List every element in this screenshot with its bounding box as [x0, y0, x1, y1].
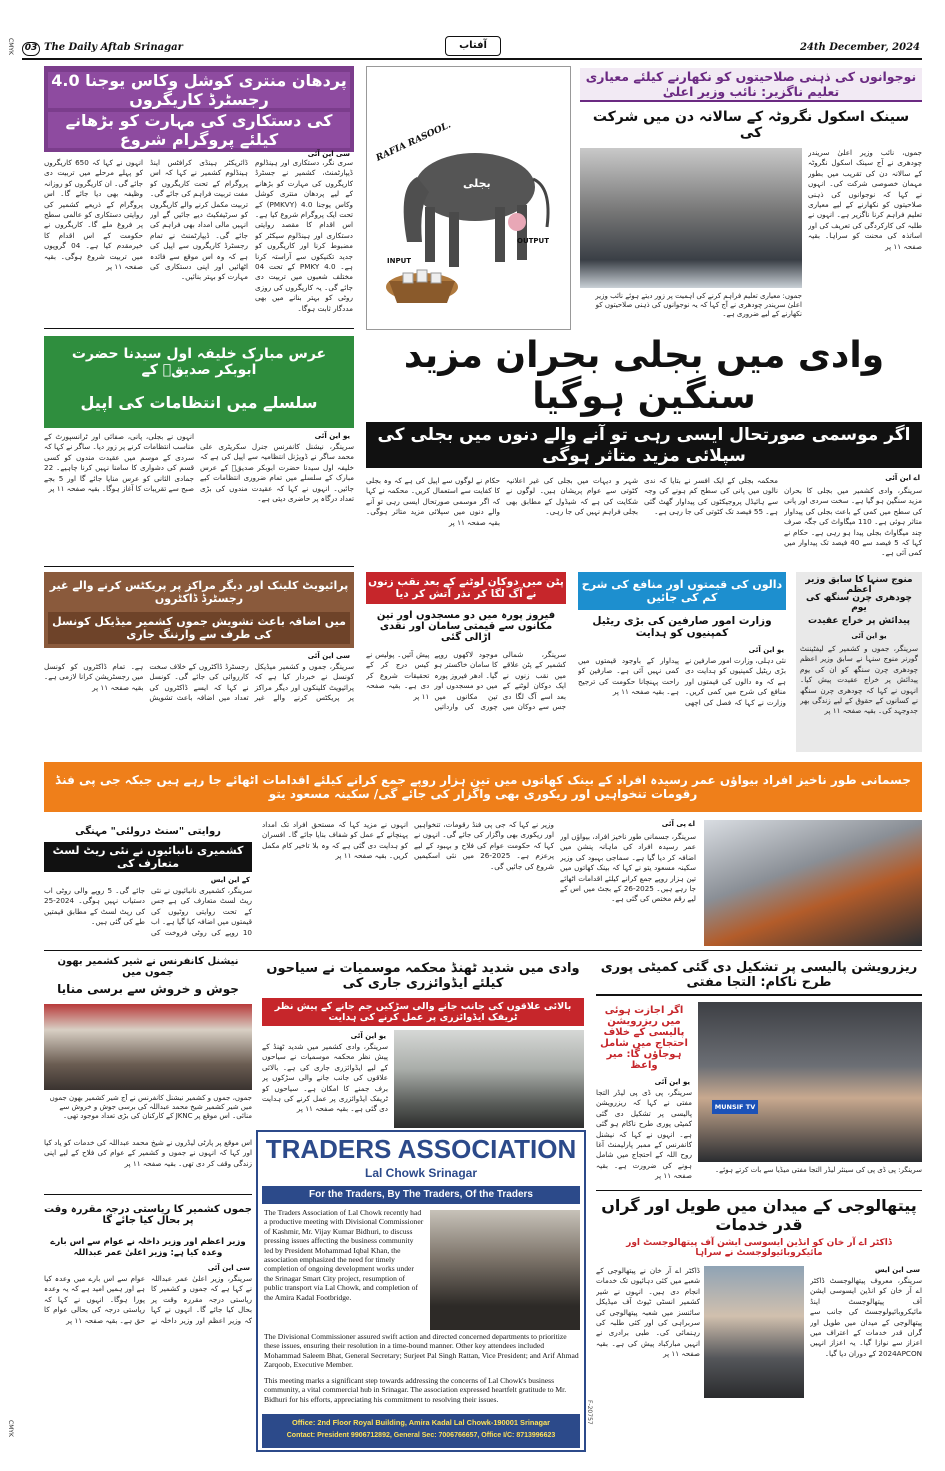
story3-headline-line1: عرس مبارک خلیفہ اول سیدنا حضرت ابوبکر صدیقؓ کے [71, 346, 327, 378]
story15-col2: ڈاکٹر اے آر خان نے پیتھالوجی کے شعبے میں کئی دہائیوں تک خدمات انجام دی ہیں۔ انہوں نے شیر کشمیر انسٹی ٹیوٹ آف میڈیکل سائنسز میں شعبہ پیتھالوجی کی سربراہی کی اور کئی طلبہ کی رہنمائی کی۔ طبی برادری نے انہیں مبارکباد پیش کی ہے۔ بقیہ صفحہ ۱۱ پر [596, 1266, 700, 1359]
story2-subhead: سینک اسکول نگروٹہ کے سالانہ دن میں شرکت کی [592, 109, 910, 141]
cartoon-panel [366, 66, 571, 330]
story3-headline-line2: سلسلے میں انتظامات کی اپیل [80, 392, 318, 412]
ad-side-code: F-20757 [586, 1400, 593, 1425]
story9-byline: کے این ایس [210, 876, 250, 884]
story8-headline-line1: منوج سنہا کا سابق وزیر اعظم [805, 575, 913, 595]
story4-col4: حکام نے لوگوں سے اپیل کی ہے کہ وہ بجلی کا کفایت سے استعمال کریں۔ محکمہ نے کہا کہ اگر موسمی صورتحال ایسی رہی تو آنے والے دنوں میں سپلائی مزید متاثر ہوگی۔ بقیہ صفحہ ۱۱ پر [366, 476, 500, 527]
story9-headline-line1: روایتی "سنٹ درولئی" مہنگی [75, 825, 221, 837]
story5-byline: سی این آئی [307, 652, 350, 660]
cartoon-output-label: OUTPUT [517, 237, 549, 245]
cartoon-artist: RAFIA RASOOL. [374, 120, 453, 164]
story9-body: سرینگر، کشمیری نانبائیوں نے نئی ریٹ لسٹ متعارف کی ہے جس کے تحت روایتی روٹیوں کی قیمتوں میں اضافہ کیا گیا ہے۔ اب 10 روپے کی روٹی فروخت کی جائے گی۔ 5 روپے والی روٹی اب دستیاب نہیں ہوگی۔ 2024-25 کی ریٹ لسٹ کے مطابق قیمتیں طے کی گئی ہیں۔ [44, 886, 252, 937]
story14-caption: سرینگر: پی ڈی پی کی سینئر لیڈر التجا مفتی میڈیا سے بات کرتے ہوئے۔ [715, 1166, 922, 1174]
story14-photo [698, 1002, 922, 1162]
story2-caption: جموں: معیاری تعلیم فراہم کرنے کی اہمیت پر زور دیتے ہوئے نائب وزیر اعلیٰ سریندر چودھری نے آج کہا کہ یہ نوجوانوں کی ذہنی صلاحیتوں کو نکھارنے کے لیے ضروری ہے۔ [595, 292, 802, 318]
story6-headline-line2: فیروز پورہ میں دو مسجدوں اور تین مکانوں سے قیمتی سامان اور نقدی اڑالی گئی [376, 609, 556, 643]
story10-photo [704, 820, 922, 946]
side-color-mark-top: CMYK [7, 38, 14, 55]
story1-col-right: سری نگر، دستکاری اور ہینڈلوم ڈیپارٹمنٹ، کشمیر نے جسٹرڈ کاریگروں کی مہارت کو بڑھانے کے لیے پردھان منتری کوشل وکاس یوجنا 4.0 (PMKVY) کے تحت ایک پروگرام شروع کیا ہے۔ اس اقدام کا مقصد روایتی دستکاری اور ہینڈلوم سیکٹر کو مضبوط کرنا اور کاریگروں کو جدید تکنیکوں سے آراستہ کرنا ہے۔ PMKY 4.0 کے تحت 04 مختلف شعبوں میں تربیت دی جائے گی۔ یہ کاریگروں کی روزی روٹی کو بہتر بنانے میں بھی مددگار ثابت ہوگا۔ [255, 158, 353, 313]
story11-headline-line1: نیشنل کانفرنس نے شیر کشمیر بھون جموں میں [57, 956, 239, 978]
ad-title: TRADERS ASSOCIATION [265, 1134, 577, 1164]
story5-body: سرینگر، جموں و کشمیر میڈیکل کونسل نے خبردار کیا ہے کہ پرائیویٹ کلینکوں اور دیگر مراکز پر پریکٹس کرنے والے غیر رجسٹرڈ ڈاکٹروں کے خلاف سخت کارروائی کی جائے گی۔ کونسل نے کہا کہ ایسے ڈاکٹروں کی تعداد میں اضافہ باعث تشویش ہے۔ تمام ڈاکٹروں کو کونسل میں رجسٹریشن کرانا لازمی ہے۔ بقیہ صفحہ ۱۱ پر [44, 662, 354, 703]
story13-headline-line1: وادی میں شدید ٹھنڈ محکمہ موسمیات نے سیاحوں کیلئے ایڈوائزری جاری کی [266, 961, 580, 991]
masthead-logo: آفتاب [445, 36, 501, 56]
ad-footer-address: Office: 2nd Floor Royal Building, Amira Kadal Lal Chowk-190001 Srinagar [291, 1418, 551, 1427]
cartoon-input-label: INPUT [387, 257, 412, 265]
divider-story11 [44, 1194, 252, 1195]
ad-para1: The Traders Association of Lal Chowk recently had a productive meeting with Divisional Commissioner of Kashmir, Mr. Vijay Kumar Bidhuri, to discuss pressing issues affecting the business community led by President Mohammad Iqbal Khan, the association emphasized the need for timely completion of ongoing development works under the Srinagar Smart City project, resumption of public transport via Lal Chowk, and completion of the Amira Kadal Footbridge. [264, 1208, 424, 1302]
story11-headline-line2: جوش و خروش سے برسی منایا [57, 982, 239, 996]
story10-col2: وزیر نے کہا کہ جی پی فنڈ رقومات، تنخواہیں اور ریکوری بھی واگزار کی جائے گی۔ انہوں نے کہا کہ حکومت عوام کی فلاح و بہبود کے لیے پرعزم ہے۔ 2025-26 میں نئی اسکیمیں شروع کی جائیں گی۔ [414, 820, 554, 871]
story12-byline: سی این آئی [207, 1264, 250, 1272]
story13-headline-line2: بالائی علاقوں کی جانب جانے والی سڑکیں جم جانے کے پیش نظر ٹریفک ایڈوائزری پر عمل کرنے کی ہدایت [262, 998, 584, 1026]
divider-story3 [44, 566, 354, 567]
ad-para2: The Divisional Commissioner assured swift action and directed concerned departments to prioritize these issues, ensuring their resolution in a time-bound manner. Other key attendees included Mohammad Saleem Bhat, General Secretary; Surjeet Pal Singh Rattan, Vice President; and Arif Ahmad Zarqoob, Executive Member. [264, 1332, 579, 1370]
story15-subhead: ڈاکٹر اے آر خان کو انڈین ایسوسی ایشن آف پیتھالوجسٹ اور مائیکروبائیولوجسٹ نے سراہا [626, 1238, 892, 1258]
story14-mic-flag: MUNSIF TV [712, 1100, 758, 1114]
story14-headline: ریزرویشن پالیسی پر تشکیل دی گئی کمیٹی پوری طرح ناکام: التجا مفتی [596, 956, 922, 996]
story6-headline-line1: پٹن میں دوکان لوٹنے کے بعد نقب زنوں نے آگ لگا کر نذر آتش کر دیا [366, 572, 566, 604]
story8-headline-line2: چودھری چرن سنگھ کی یوم [805, 593, 913, 613]
story1-byline: سی این آئی [307, 150, 350, 158]
story12-body: سرینگر، وزیر اعلیٰ عمر عبداللہ نے کہا ہے کہ جموں و کشمیر کا ریاستی درجہ مقررہ وقت پر بحال کیا جائے گا۔ انہوں نے کہا کہ وزیر اعظم اور وزیر داخلہ نے عوام سے اس بارے میں وعدہ کیا ہے اور ہمیں امید ہے کہ یہ وعدہ پورا ہوگا۔ انہوں نے کہا کہ ریاستی درجہ کی بحالی عوام کا حق ہے۔ بقیہ صفحہ ۱۱ پر [44, 1274, 252, 1325]
story2-photo [580, 148, 802, 288]
ad-footer-contact: Contact: President 9906712892, General Sec: 7006766657, Office I/C: 8713996623 [286, 1432, 556, 1439]
story15-photo [704, 1266, 804, 1398]
ad-subtitle: Lal Chowk Srinagar [364, 1166, 478, 1180]
issue-date: 24th December, 2024 [799, 42, 920, 53]
story8-body: سرینگر، جموں و کشمیر کے لیفٹیننٹ گورنر منوج سنہا نے سابق وزیر اعظم چودھری چرن سنگھ کو ان کی یوم پیدائش پر خراج عقیدت پیش کیا۔ انہوں نے کہا کہ چودھری چرن سنگھ نے کسانوں کے حقوق کے لیے زندگی بھر جدوجہد کی۔ بقیہ صفحہ ۱۱ پر [800, 644, 918, 716]
side-color-mark-bottom: CMYK [7, 1420, 14, 1437]
story13-photo [394, 1030, 584, 1128]
story4-byline: اے این آئی [885, 474, 920, 482]
banner-headline: جسمانی طور ناخیز افراد بیواؤں عمر رسیدہ افراد کے بینک کھاتوں میں تین ہزار روپے جمع کرانے کیلئے اقدامات اٹھائے جا رہے ہیں جبکہ جی پی فنڈ رقومات تنخواہیں اور ریکوری بھی واگزار کی جائے گی/ سکینہ مسعود یتو [44, 762, 922, 812]
story5-headline-line2: میں اضافہ باعث تشویش جموں کشمیر میڈیکل کونسل کی طرف سے وارننگ جاری [48, 612, 350, 644]
story15-headline: پیتھالوجی کے میدان میں طویل اور گراں قدر خدمات [601, 1196, 917, 1234]
story3-col-right: سرینگر، نیشنل کانفرنس جنرل سکریٹری علی محمد ساگر نے ڈویژنل انتظامیہ سے اپیل کی ہے کہ خلیفہ اول سیدنا حضرت ابوبکر صدیقؓ کے عرس مبارک کے سلسلے میں تمام ضروری انتظامات کیے جائیں۔ انہوں نے کہا کہ عقیدت مندوں کی بڑی تعداد درگاہ پر حاضری دیتی ہے۔ [200, 442, 354, 504]
story6-body: سرینگر، شمالی کشمیر کے پٹن علاقے میں نقب زنوں نے ایک دوکان لوٹنے کے بعد اسے آگ لگا دی جس سے دوکان میں موجود لاکھوں روپے کا سامان خاکستر ہو گیا۔ ادھر فیروز پورہ میں دو مسجدوں اور تین مکانوں میں چوری کی وارداتیں پیش آئیں۔ پولیس نے کیس درج کر کے تحقیقات شروع کر دی ہے۔ بقیہ صفحہ ۱۱ پر [366, 650, 566, 712]
story4-col2: محکمہ بجلی کے ایک افسر نے بتایا کہ ندی نالوں میں پانی کی سطح کم ہونے کی وجہ سے ہائیڈل پروجیکٹوں کی پیداوار گھٹ گئی ہے۔ 55 فیصد تک کٹوتی کی جا رہی ہے۔ [644, 476, 778, 517]
story4-subhead: اگر موسمی صورتحال ایسی رہی تو آنے والے دنوں میں بجلی کی سپلائی مزید متاثر ہوگی [366, 422, 922, 468]
story11-photo [44, 1004, 252, 1090]
cartoon-cow-label: بجلی [463, 177, 491, 190]
page-number-badge: 03 [22, 42, 40, 56]
paper-name: The Daily Aftab Srinagar [44, 42, 183, 53]
story1-col-mid: ڈائریکٹر ہینڈی کرافٹس اینڈ ہینڈلوم کشمیر نے کہا کہ اس پروگرام کے تحت کاریگروں کو مفت تربیت فراہم کی جائے گی۔ تربیت مکمل کرنے والے کاریگروں کو سرٹیفکیٹ دیے جائیں گے اور انہیں مالی امداد بھی فراہم کی جائے گی۔ ڈیپارٹمنٹ نے تمام رجسٹرڈ کاریگروں سے اپیل کی ہے کہ وہ اس موقع سے فائدہ اٹھائیں اور اپنی دستکاری کی مہارت کو بہتر بنائیں۔ [150, 158, 248, 282]
divider-story14 [596, 1190, 922, 1191]
story2-body: جموں، نائب وزیر اعلیٰ سریندر چودھری نے آج سینک اسکول نگروٹہ کے سالانہ دن کی تقریب میں بطور مہمان خصوصی شرکت کی۔ انہوں نے کہا کہ نوجوانوں کی ذہنی صلاحیتوں کو نکھارنے کے لیے معیاری تعلیم فراہم کرنا ناگزیر ہے۔ انہوں نے طلبہ کی کارکردگی کی تعریف کی اور اساتذہ کی محنت کو سراہا۔ بقیہ صفحہ ۱۱ پر [808, 148, 922, 251]
ad-para3: This meeting marks a significant step towards addressing the concerns of Lal Chowk's business community, a vital commercial hub in Srinagar. The association expressed heartfelt gratitude to Mr. Bidhuri for his efforts, appreciating his commitment to resolving their issues. [264, 1376, 567, 1404]
story5-headline-line1: پرائیویٹ کلینک اور دیگر مراکز پر پریکٹس کرنے والے غیر رجسٹرڈ ڈاکٹروں [49, 579, 349, 605]
story13-body: سرینگر، وادی کشمیر میں شدید ٹھنڈ کے پیش نظر محکمہ موسمیات نے سیاحوں کے لیے ایڈوائزری جاری کی ہے۔ بالائی علاقوں کی جانب جانے والی سڑکوں پر برف جمنے کا امکان ہے۔ سیاحوں کو ٹریفک ایڈوائزری پر عمل کرنے کی ہدایت دی گئی ہے۔ بقیہ صفحہ ۱۱ پر [262, 1042, 388, 1114]
story7-byline: یو این آئی [748, 646, 784, 654]
story8-byline: یو این آئی [851, 632, 887, 640]
story4-col3: شہر و دیہات میں بجلی کی غیر اعلانیہ کٹوتی سے عوام پریشان ہیں۔ لوگوں نے شکایت کی ہے کہ شیڈول کے مطابق بھی بجلی فراہم نہیں کی جا رہی۔ [506, 476, 638, 517]
story11-body: اس موقع پر پارٹی لیڈروں نے شیخ محمد عبداللہ کی خدمات کو یاد کیا اور کہا کہ انہوں نے جموں و کشمیر کے عوام کی فلاح کے لیے اپنی زندگی وقف کر دی تھی۔ بقیہ صفحہ ۱۱ پر [44, 1138, 252, 1168]
story10-col1: سرینگر، جسمانی طور ناخیز افراد، بیواؤں اور عمر رسیدہ افراد کی ماہانہ پنشن میں اضافہ کر دیا گیا ہے۔ سماجی بہبود کی وزیر سکینہ مسعود یتو نے کہا کہ بینک کھاتوں میں تین ہزار روپے جمع کرانے کیلئے اقدامات اٹھائے جا رہے ہیں۔ 2025-26 کے بجٹ میں اس کے لیے رقم مختص کی گئی ہے۔ [560, 832, 696, 904]
divider-story1 [44, 328, 354, 329]
story14-body: سرینگر، پی ڈی پی لیڈر التجا مفتی نے کہا کہ ریزرویشن پالیسی پر تشکیل دی گئی کمیٹی پوری طرح ناکام ہو گئی ہے۔ انہوں نے کہا کہ نیشنل کانفرنس کے ممبر پارلیمنٹ آغا روح اللہ کے احتجاج میں شامل ہونے کی ضرورت ہے۔ بقیہ صفحہ ۱۱ پر [596, 1088, 692, 1180]
story12-headline-line1: جموں کشمیر کا ریاستی درجہ مقررہ وقت پر بحال کیا جائے گا [43, 1204, 252, 1226]
story7-headline-line1: دالوں کی قیمتوں اور منافع کی شرح کم کی جائیں [578, 572, 786, 610]
cartoon-drawing [367, 67, 572, 331]
story8-headline-line3: پیدائش پر خراج عقیدت [808, 616, 911, 626]
ad-photo [430, 1210, 580, 1330]
story4-col1: سرینگر، وادی کشمیر میں بجلی کا بحران مزید سنگین ہو گیا ہے۔ سخت سردی اور پانی کی سطح میں کمی کے باعث بجلی کی پیداوار متاثر ہوئی ہے۔ 110 میگاواٹ کی جگہ صرف چند میگاواٹ بجلی پیدا ہو رہی ہے۔ حکام نے کہا کہ 5 فیصد سے 40 فیصد تک پیداوار میں کمی آئی ہے۔ [784, 486, 922, 558]
story4-headline: وادی میں بجلی بحران مزید سنگین ہوگیا [403, 335, 885, 417]
divider-row3 [44, 950, 922, 951]
story13-byline: یو این آئی [350, 1032, 386, 1040]
story11-caption: جموں، جموں و کشمیر نیشنل کانفرنس نے آج شیر کشمیر بھون جموں میں شیر کشمیر شیخ محمد عبداللہ کی برسی جوش و خروش سے منائی۔ اس موقع پر JKNC کے کارکنان کی بڑی تعداد موجود تھی۔ [49, 1094, 252, 1120]
story14-pullquote: اگر اجازت ہوئی میں ریزرویشن پالیسی کے خلاف احتجاج میں شامل ہوجاؤں گا: میر واعظ [600, 1005, 688, 1071]
story2-headline: نوجوانوں کی ذہنی صلاحیتوں کو نکھارنے کیلئے معیاری تعلیم ناگزیر: نائب وزیر اعلیٰ [580, 68, 922, 102]
story12-headline-line2: وزیر اعظم اور وزیر داخلہ نے عوام سے اس بارے وعدہ کیا ہے: وزیر اعلیٰ عمر عبداللہ [50, 1237, 246, 1258]
story15-byline: سی این ایس [874, 1266, 920, 1274]
story7-body: نئی دہلی، وزارت امور صارفین نے بڑی ریٹیل کمپنیوں کو ہدایت دی ہے کہ وہ دالوں کی قیمتوں اور منافع کی شرح میں کمی کریں۔ وزارت نے کہا کہ فصل کی اچھی پیداوار کے باوجود قیمتوں میں کمی نہیں آئی ہے۔ صارفین کو راحت پہنچانا حکومت کی ترجیح ہے۔ بقیہ صفحہ ۱۱ پر [578, 656, 786, 707]
story7-headline-line2: وزارت امور صارفین کی بڑی ریٹیل کمپنیوں کو ہدایت [592, 615, 772, 639]
story3-col-left: انہوں نے بجلی، پانی، صفائی اور ٹرانسپورٹ کے مناسب انتظامات کرنے پر زور دیا۔ ساگر نے کہا کہ سردی کے موسم میں عقیدت مندوں کو کسی قسم کی دشواری کا سامنا نہیں کرنا چاہیے۔ 22 جمادی الثانی کو عرس منایا جائے گا اور 5 بجے صبح سے تقریبات کا آغاز ہوگا۔ بقیہ صفحہ ۱۱ پر [44, 432, 194, 494]
story14-byline: یو این آئی [654, 1078, 690, 1086]
story1-headline-line1: پردھان منتری کوشل وکاس یوجنا 4.0 رجسٹرڈ کاریگروں [48, 72, 350, 108]
story3-byline: یو این آئی [314, 432, 350, 440]
ad-tagline: For the Traders, By The Traders, Of the Traders [262, 1186, 580, 1204]
story1-headline-line2: کی دستکاری کی مہارت کو بڑھانے کیلئے پروگرام شروع [48, 112, 350, 148]
story10-col3: انہوں نے مزید کہا کہ مستحق افراد تک امداد پہنچانے کے عمل کو شفاف بنایا جائے گا۔ افسران کو ہدایت دی گئی ہے کہ وہ بلا تاخیر کام مکمل کریں۔ بقیہ صفحہ ۱۱ پر [262, 820, 408, 861]
story9-headline-line2: کشمیری نانبائیوں نے نئی ریٹ لسٹ متعارف کی [44, 842, 252, 872]
header-rule [22, 58, 922, 60]
story15-col1: سرینگر، معروف پیتھالوجسٹ ڈاکٹر اے آر خان کو انڈین ایسوسی ایشن آف پیتھالوجسٹ اینڈ مائیکروبائیولوجسٹ کی جانب سے پیتھالوجی کے میدان میں طویل اور گراں قدر خدمات کے اعتراف میں اعزاز سے نوازا گیا۔ یہ اعزاز انہیں 2024APCON کے دوران دیا گیا۔ [810, 1276, 922, 1358]
story10-byline: اے پی آئی [661, 820, 695, 828]
story1-col-left: انہوں نے کہا کہ 650 کاریگروں کو پہلے مرحلے میں تربیت دی جائے گی۔ ان کاریگروں کو روزانہ وظیفہ بھی دیا جائے گا۔ اس پروگرام کے ذریعے کشمیر کی روایتی دستکاری کو عالمی سطح پر فروغ ملے گا۔ کاریگروں نے حکومت کے اس اقدام کا خیرمقدم کیا ہے۔ 04 گروپوں میں تربیت شروع ہوگی۔ بقیہ صفحہ ۱۱ پر [44, 158, 143, 272]
